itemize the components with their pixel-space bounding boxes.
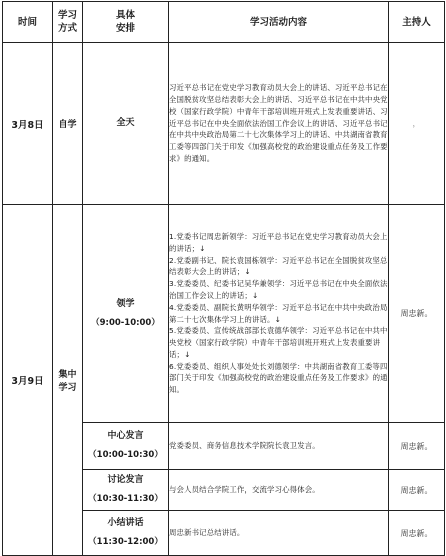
- arrangement-time: （10:30-11:30）: [88, 494, 163, 504]
- arrangement-cell: [83, 423, 169, 470]
- table-row-march9-lingxue: [3, 205, 445, 423]
- date-cell: 3月8日: [3, 43, 53, 205]
- arrangement-time: （10:00-10:30）: [88, 450, 163, 460]
- content-cell: 与会人员结合学院工作，交流学习心得体会。: [169, 470, 389, 511]
- list-item: 3.党委委员、纪委书记吴华兼领学：习近平总书记在中央全面依法治国工作会议上的讲话；↓: [169, 279, 388, 300]
- list-item: 1.党委书记周忠新领学：习近平总书记在党史学习教育动员大会上的讲话；↓: [169, 231, 388, 253]
- arrangement-cell: [83, 205, 169, 423]
- header-content: 学习活动内容: [169, 2, 389, 43]
- content-cell: 习近平总书记在党史学习教育动员大会上的讲话、习近平总书记在全国脱贫攻坚总结表彰大会上的讲话、习近平总书记在中共中央党校（国家行政学院）中青年干部培训班开班式上发表重要讲话、习近平总书记在中央全面依法治国工作会议上的讲话、习近平总书记在中共中央政治局第二十七次集体学习上的讲话、中共湖南省教育工委等四部门关于印发《加强高校党的政治建设重点任务及工作要求》的通知。: [169, 43, 389, 205]
- list-item: 6.党委委员、组织人事处处长刘德领学：中共湖南省教育工委等四部门关于印发《加强高校党的政治建设重点任务及工作要求》的通知。: [169, 361, 388, 395]
- table-row-march8: [3, 43, 445, 205]
- host-cell: 周忠新。: [389, 423, 445, 470]
- header-host: 主持人: [389, 2, 445, 43]
- arrangement-cell: [83, 511, 169, 556]
- host-cell: 周忠新。: [389, 205, 445, 423]
- list-item: 4.党委委员、副院长黄明华领学：习近平总书记在中共中央政治局第二十七次集体学习上的讲话。↓: [169, 302, 388, 324]
- host-cell: ，: [389, 43, 445, 205]
- arrangement-cell: [83, 470, 169, 511]
- header-mode: 学习 方式: [53, 2, 83, 43]
- arrangement-time: （11:30-12:00）: [88, 537, 163, 547]
- arrangement-time: （9:00-10:00）: [91, 317, 160, 328]
- mode-cell: 自学: [53, 43, 83, 205]
- list-item: 2.党委副书记、院长袁国栋领学：习近平总书记在全国脱贫攻坚总结表彰大会上的讲话；↓: [169, 255, 388, 277]
- arrangement-title: 中心发言: [107, 431, 144, 441]
- content-cell: 党委委员、商务信息技术学院院长袁卫发言。: [169, 423, 389, 470]
- mode-cell: 集中学习: [53, 205, 83, 556]
- content-cell: 周忠新书记总结讲话。: [169, 511, 389, 556]
- header-time: 时间: [3, 2, 53, 43]
- content-cell: [169, 205, 389, 423]
- arrangement-title: 讨论发言: [107, 475, 144, 485]
- host-cell: 周忠新。: [389, 470, 445, 511]
- header-arrangement: 具体 安排: [83, 2, 169, 43]
- arrangement-title: 领学: [116, 298, 135, 309]
- arrangement-cell: 全天: [83, 43, 169, 205]
- date-cell: 3月9日: [3, 205, 53, 556]
- header-row: [3, 2, 445, 43]
- study-schedule-table: [2, 1, 445, 556]
- host-cell: 周忠新。: [389, 511, 445, 556]
- arrangement-title: 小结讲话: [107, 518, 144, 528]
- list-item: 5.党委委员、宣传统战部部长袁德华领学：习近平总书记在中共中央党校（国家行政学院）中青年干部培训班开班式上发表重要讲话；↓: [169, 326, 388, 359]
